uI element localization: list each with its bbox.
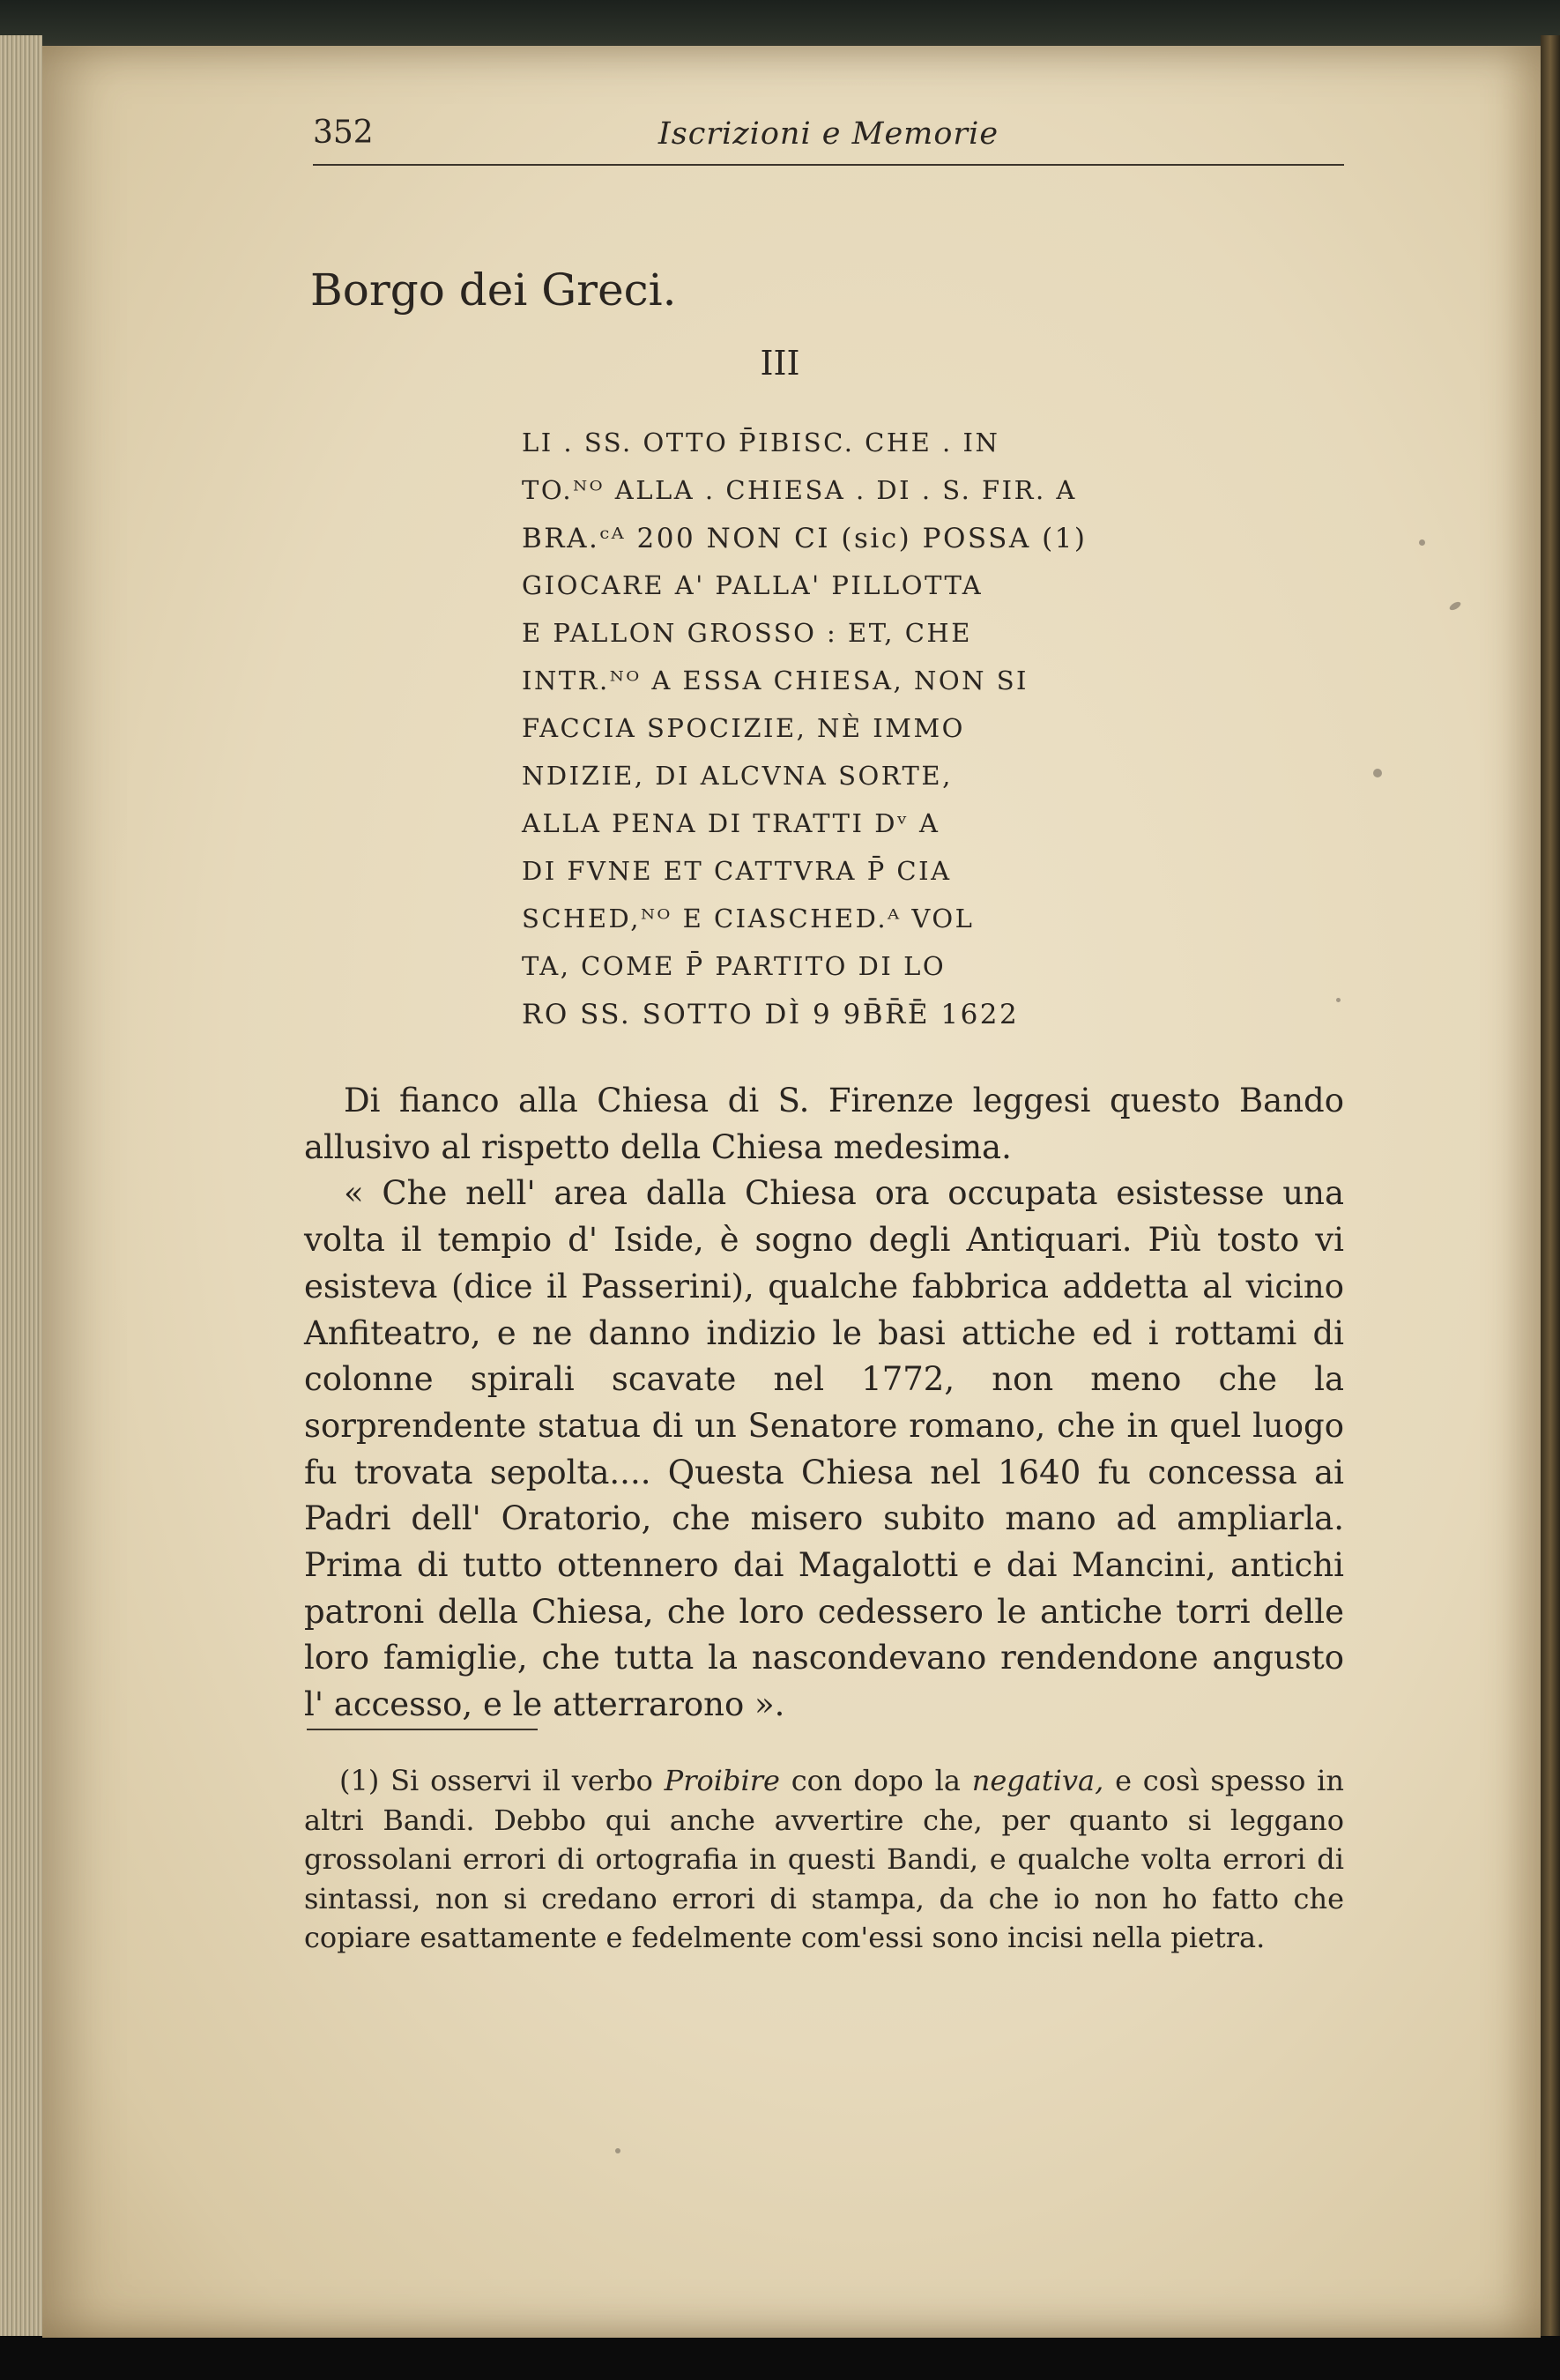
scan-top-border [0,0,1560,53]
body-text [304,1078,1344,1729]
paper-speck [1336,998,1341,1002]
footnote-text: con dopo la [791,1764,961,1797]
footnote-term: Proibire [664,1764,780,1797]
body-paragraph: « Che nell' area dalla Chiesa ora occupata esistesse una volta il tempio d' Iside, è sogno degli Antiquari. Più tosto vi esisteva (dice il Passerini), qualche fabbrica addetta al vicino Anfiteatro, e ne danno indizio le basi attiche ed i rottami di colonne spirali scavate nel 1772, non meno che la sorprendente statua di un Senatore romano, che in quel luogo fu trovata sepolta.... Questa Chiesa nel 1640 fu concessa ai Padri dell' Oratorio, che misero subito mano ad ampliarla. Prima di tutto ottennero dai Magalotti e dai Mancini, antichi patroni della Chiesa, che loro cedessero le antiche torri delle loro famiglie, che tutta la nascondevano rendendone angusto l' accesso, e le atterrarono ». [304,1174,1344,1724]
page-header [313,115,1344,166]
footnote [304,1761,1344,1958]
running-title: Iscrizioni e Memorie [657,116,999,152]
scan-bottom-border [0,2336,1560,2380]
footnote-divider [307,1729,538,1730]
footnote-marker: (1) [339,1764,380,1797]
inscription-line: TO.ᴺᴼ ALLA . CHIESA . DI . S. FIR. A [522,475,1077,505]
inscription-line: TA, COME P̄ PARTITO DI LO [522,951,947,981]
footnote-text: Si osservi il verbo [390,1764,653,1797]
inscription-line: DI FVNE ET CATTVRA P̄ CIA [522,856,952,886]
paper-speck [1419,539,1425,546]
inscription-line: FACCIA SPOCIZIE, NÈ IMMO [522,713,965,743]
footnote-term: negativa, [971,1764,1104,1797]
inscription-line: INTR.ᴺᴼ A ESSA CHIESA, NON SI [522,666,1029,695]
inscription-line: E PALLON GROSSO : ET, CHE [522,618,972,648]
section-title: Borgo dei Greci. [310,264,677,316]
body-paragraph: Di fianco alla Chiesa di S. Firenze leggesi questo Bando allusivo al rispetto della Chiesa medesima. [304,1082,1344,1166]
inscription-block [522,428,1087,1046]
inscription-number: III [760,344,800,383]
inscription-line: ALLA PENA DI TRATTI Dᵛ A [522,808,940,838]
paper-speck [1448,600,1462,612]
inscription-line: NDIZIE, DI ALCVNA SORTE, [522,761,953,791]
footnote-text: e così spesso in altri Bandi. Debbo qui anche avvertire che, per quanto si leggano grossolani errori di ortografia in questi Bandi, e qualche volta errori di sintassi, non si credano errori di stampa, da che io non ho fatto che copiare esattamente e fedelmente com'essi sono incisi nella pietra. [304,1764,1345,1954]
paper-speck [615,2148,620,2153]
inscription-line: SCHED,ᴺᴼ E CIASCHED.ᴬ VOL [522,904,975,933]
paper-speck [1373,769,1382,777]
inscription-line: RO SS. SOTTO DÌ 9 9B̄R̄Ē 1622 [522,999,1020,1030]
page-number: 352 [313,115,374,151]
inscription-line: LI . SS. OTTO P̄IBISC. CHE . IN [522,428,1000,457]
inscription-line: GIOCARE A' PALLA' PILLOTTA [522,570,984,600]
inscription-line: BRA.ᶜᴬ 200 NON CI (sic) POSSA (1) [522,523,1088,554]
